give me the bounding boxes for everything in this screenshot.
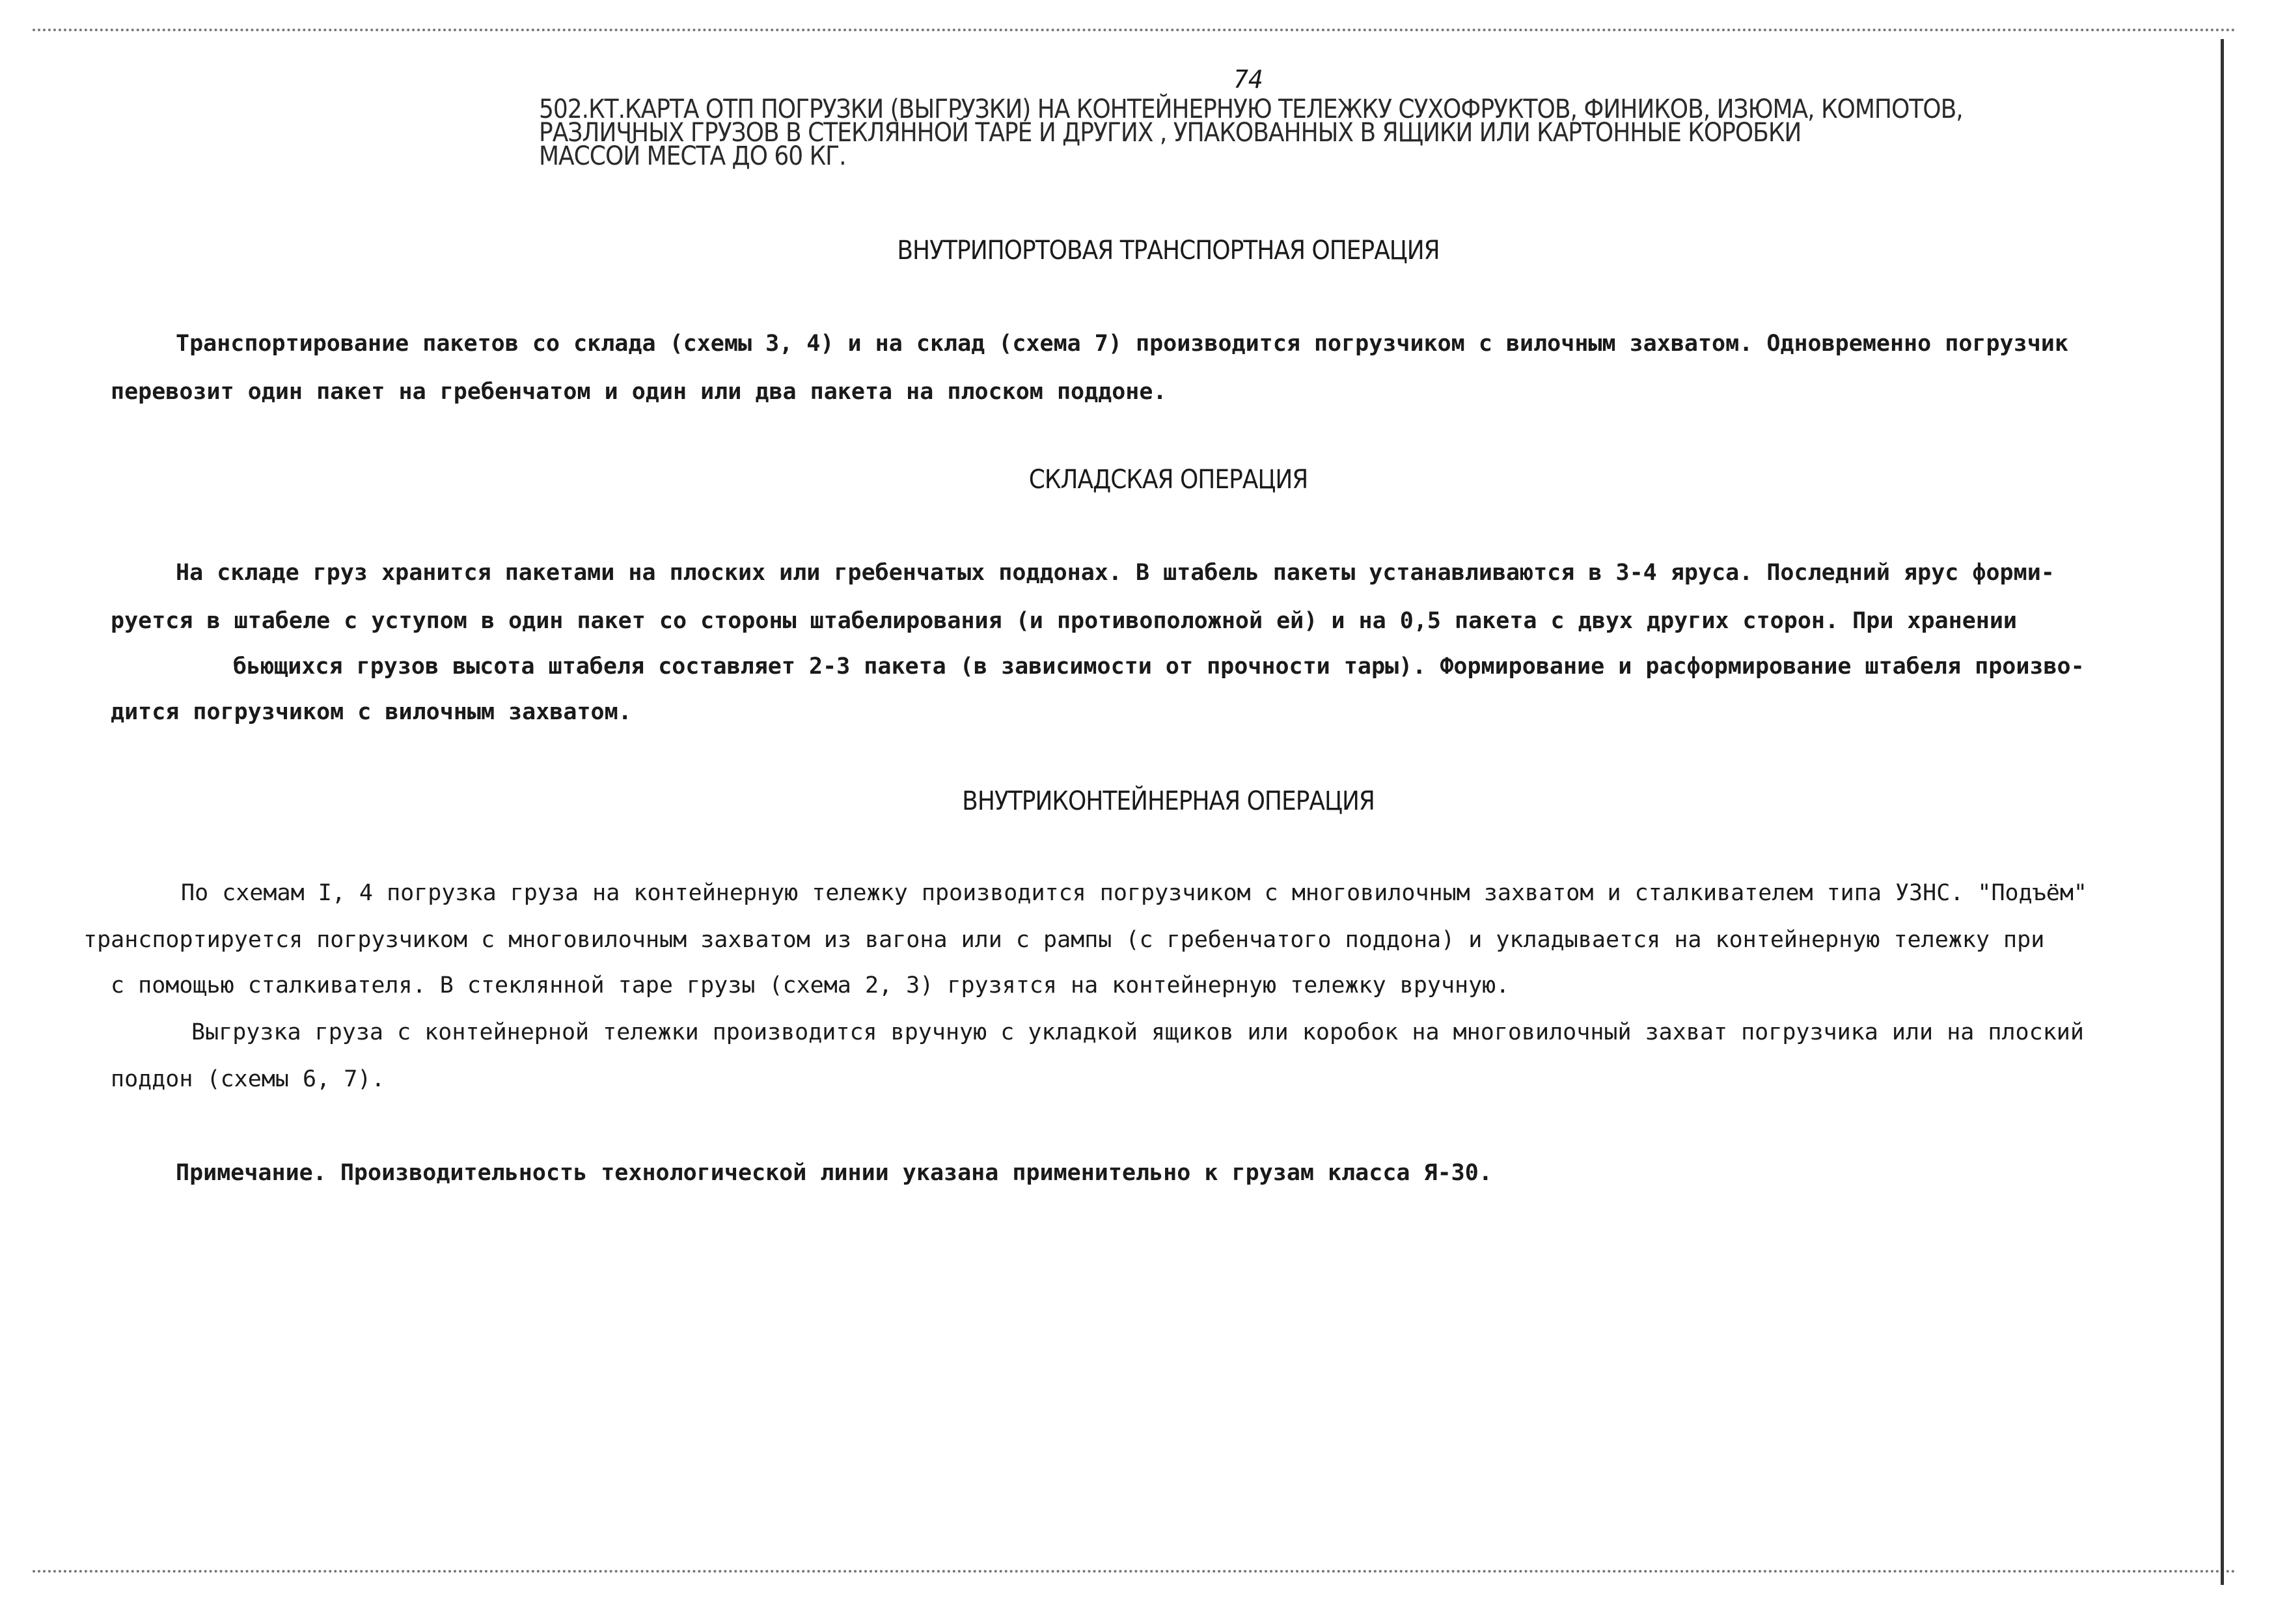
paragraph-line: поддон (схемы 6, 7). [111, 1066, 385, 1092]
paragraph-line: бьющихся грузов высота штабеля составляет 2-3 пакета (в зависимости от прочности тары). Формирование и расформирование штабеля произво- [233, 654, 2085, 680]
paragraph-line: По схемам I, 4 погрузка груза на контейнерную тележку производится погрузчиком с многовилочным захватом и сталкивателем типа УЗНС. "Подъём" [181, 880, 2087, 906]
paragraph-line: руется в штабеле с уступом в один пакет со стороны штабелирования (и противоположной ей) и на 0,5 пакета с двух других сторон. При хранении [111, 608, 2017, 634]
paragraph-line: транспортируется погрузчиком с многовилочным захватом из вагона или с рампы (с гребенчатого поддона) и укладывается на контейнерную тележку при [83, 927, 2045, 953]
scan-artifact-top [33, 29, 2237, 31]
paragraph-line: На складе груз хранится пакетами на плоских или гребенчатых поддонах. В штабель пакеты устанавливаются в 3-4 яруса. Последний ярус форми- [176, 560, 2055, 586]
paragraph-line: Транспортирование пакетов со склада (схемы 3, 4) и на склад (схема 7) производится погрузчиком с вилочным захватом. Одновременно погрузчик [176, 331, 2068, 357]
title-line: МАССОЙ МЕСТА ДО 60 КГ. [539, 141, 846, 171]
title-line: РАЗЛИЧНЫХ ГРУЗОВ В СТЕКЛЯННОЙ ТАРЕ И ДРУГИХ , УПАКОВАННЫХ В ЯЩИКИ ИЛИ КАРТОННЫЕ КОРОБКИ [539, 118, 1802, 148]
section-heading-warehouse: СКЛАДСКАЯ ОПЕРАЦИЯ [1028, 465, 1308, 495]
document-title [539, 94, 2036, 171]
page-number: 74 [1233, 65, 1263, 94]
note: Примечание. Производительность технологической линии указана применительно к грузам класса Я-30. [176, 1160, 1492, 1186]
scan-artifact-bottom [33, 1570, 2237, 1573]
paragraph-line: Выгрузка груза с контейнерной тележки производится вручную с укладкой ящиков или коробок на многовилочный захват погрузчика или на плоский [191, 1019, 2084, 1045]
title-line: 502.КТ.КАРТА ОТП ПОГРУЗКИ (ВЫГРУЗКИ) НА КОНТЕЙНЕРНУЮ ТЕЛЕЖКУ СУХОФРУКТОВ, ФИНИКОВ, ИЗЮМА, КОМПОТОВ, [539, 94, 1963, 124]
paragraph-line: перевозит один пакет на гребенчатом и один или два пакета на плоском поддоне. [111, 379, 1167, 405]
paragraph-line: дится погрузчиком с вилочным захватом. [111, 699, 632, 725]
section-heading-container: ВНУТРИКОНТЕЙНЕРНАЯ ОПЕРАЦИЯ [962, 786, 1375, 816]
paragraph-line: с помощью сталкивателя. В стеклянной таре грузы (схема 2, 3) грузятся на контейнерную тележку вручную. [111, 972, 1510, 998]
section-heading-transport: ВНУТРИПОРТОВАЯ ТРАНСПОРТНАЯ ОПЕРАЦИЯ [897, 236, 1440, 266]
